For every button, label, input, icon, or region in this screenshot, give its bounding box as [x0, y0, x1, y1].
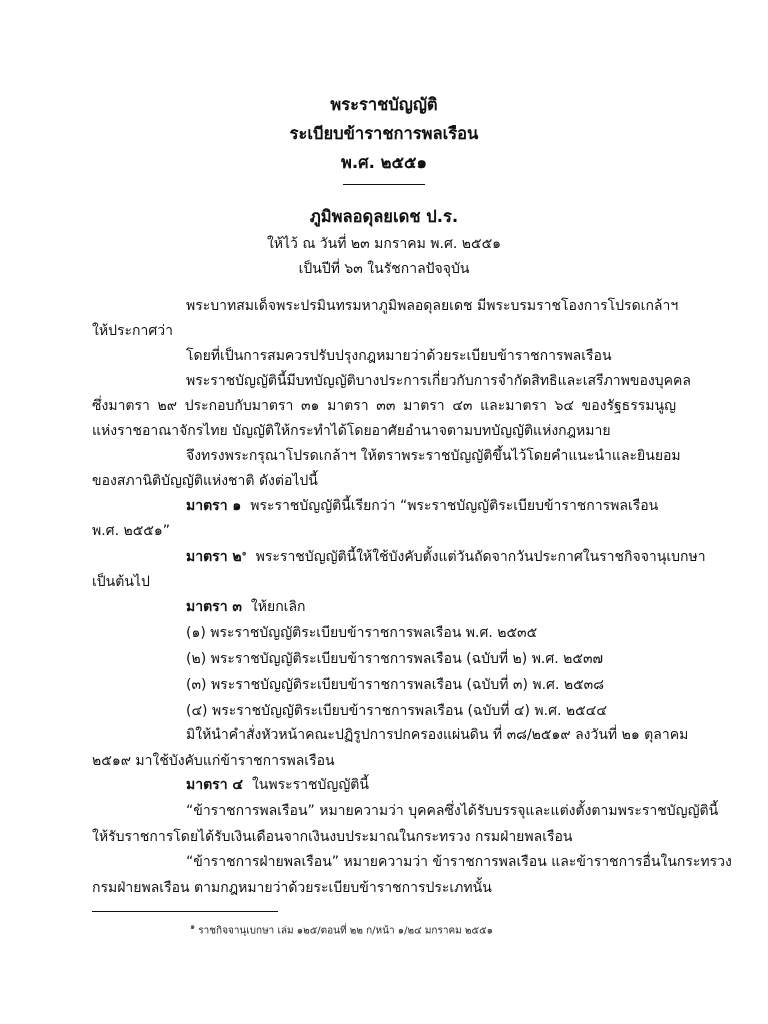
section-2-line-1: พระราชบัญญัตินี้ให้ใช้บังคับตั้งแต่วันถัดจากวันประกาศในราชกิจจานุเบกษา [255, 549, 706, 565]
definition-1-line-1: “ข้าราชการพลเรือน” หมายความว่า บุคคลซึ่งได้รับบรรจุและแต่งตั้งตามพระราชบัญญัตินี้ [186, 803, 719, 819]
repeal-item-4: (๔) พระราชบัญญัติระเบียบข้าราชการพลเรือน (ฉบับที่ ๔) พ.ศ. ๒๕๔๔ [186, 703, 607, 719]
section-4-label: มาตรา ๔ [186, 777, 244, 793]
footnote-text: ราชกิจจานุเบกษา เล่ม ๑๒๕/ตอนที่ ๒๒ ก/หน้า ๑/๒๔ มกราคม ๒๕๕๑ [198, 925, 494, 937]
document-title: พระราชบัญญัติ [330, 95, 438, 114]
definition-2-line-2: กรมฝ่ายพลเรือน ตามกฎหมายว่าด้วยระเบียบข้าราชการประเภทนั้น [92, 880, 492, 896]
repeal-item-1: (๑) พระราชบัญญัติระเบียบข้าราชการพลเรือน พ.ศ. ๒๕๓๕ [186, 625, 538, 641]
section-2-label: มาตรา ๒ [186, 549, 242, 565]
section-1-line-1: พระราชบัญญัตินี้เรียกว่า “พระราชบัญญัติระเบียบข้าราชการพลเรือน [250, 498, 659, 514]
preamble-line-1: พระบาทสมเด็จพระปรมินทรมหาภูมิพลอดุลยเดช มีพระบรมราชโองการโปรดเกล้าฯ [186, 298, 679, 314]
reign-year: เป็นปีที่ ๖๓ ในรัชกาลปัจจุบัน [298, 261, 470, 277]
section-1 [186, 495, 676, 517]
footnote-rule [92, 911, 278, 912]
footnote-mark: ๑ [190, 922, 196, 931]
section-1-line-2: พ.ศ. ๒๕๕๑” [92, 523, 171, 539]
repeal-item-2: (๒) พระราชบัญญัติระเบียบข้าราชการพลเรือน (ฉบับที่ ๒) พ.ศ. ๒๕๓๗ [186, 651, 604, 667]
footnote [190, 920, 493, 938]
section-3-label: มาตรา ๓ [186, 599, 243, 615]
header-divider [343, 184, 425, 185]
section-4-text: ในพระราชบัญญัตินี้ [251, 777, 369, 793]
definition-1-line-2: ให้รับราชการโดยได้รับเงินเดือนจากเงินงบประมาณในกระทรวง กรมฝ่ายพลเรือน [92, 829, 573, 845]
rights-line-1: พระราชบัญญัตินี้มีบทบัญญัติบางประการเกี่ยวกับการจำกัดสิทธิและเสรีภาพของบุคคล [186, 373, 691, 389]
repeal-item-3: (๓) พระราชบัญญัติระเบียบข้าราชการพลเรือน (ฉบับที่ ๓) พ.ศ. ๒๕๓๘ [186, 677, 605, 693]
section-3-text: ให้ยกเลิก [250, 599, 306, 615]
given-date: ให้ไว้ ณ วันที่ ๒๓ มกราคม พ.ศ. ๒๕๕๑ [266, 236, 502, 252]
section-3 [186, 596, 306, 618]
enact-line-2: ของสภานิติบัญญัติแห่งชาติ ดังต่อไปนี้ [92, 473, 318, 489]
section-4 [186, 774, 369, 796]
section-1-label: มาตรา ๑ [186, 498, 242, 514]
reason-paragraph: โดยที่เป็นการสมควรปรับปรุงกฎหมายว่าด้วยระเบียบข้าราชการพลเรือน [186, 348, 612, 364]
document-subtitle: ระเบียบข้าราชการพลเรือน [289, 124, 479, 143]
definition-2-line-1: “ข้าราชการฝ่ายพลเรือน” หมายความว่า ข้าราชการพลเรือน และข้าราชการอื่นในกระทรวง [186, 854, 732, 870]
document-year: พ.ศ. ๒๕๕๑ [341, 153, 427, 172]
section-2-line-2: เป็นต้นไป [92, 574, 150, 590]
footnote-marker: ๑ [241, 548, 247, 558]
preamble-line-2: ให้ประกาศว่า [92, 323, 173, 339]
rights-line-2: ซึ่งมาตรา ๒๙ ประกอบกับมาตรา ๓๑ มาตรา ๓๓ มาตรา ๔๓ และมาตรา ๖๔ ของรัฐธรรมนูญ [92, 398, 676, 414]
king-name: ภูมิพลอดุลยเดช ป.ร. [309, 207, 459, 226]
order-line-2: ๒๕๑๙ มาใช้บังคับแก่ข้าราชการพลเรือน [92, 753, 335, 769]
order-line-1: มิให้นำคำสั่งหัวหน้าคณะปฏิรูปการปกครองแผ่นดิน ที่ ๓๘/๒๕๑๙ ลงวันที่ ๒๑ ตุลาคม [186, 727, 689, 743]
section-2 [186, 546, 706, 568]
enact-line-1: จึงทรงพระกรุณาโปรดเกล้าฯ ให้ตราพระราชบัญญัติขึ้นไว้โดยคำแนะนำและยินยอม [186, 448, 681, 464]
rights-line-3: แห่งราชอาณาจักรไทย บัญญัติให้กระทำได้โดยอาศัยอำนาจตามบทบัญญัติแห่งกฎหมาย [92, 423, 611, 439]
